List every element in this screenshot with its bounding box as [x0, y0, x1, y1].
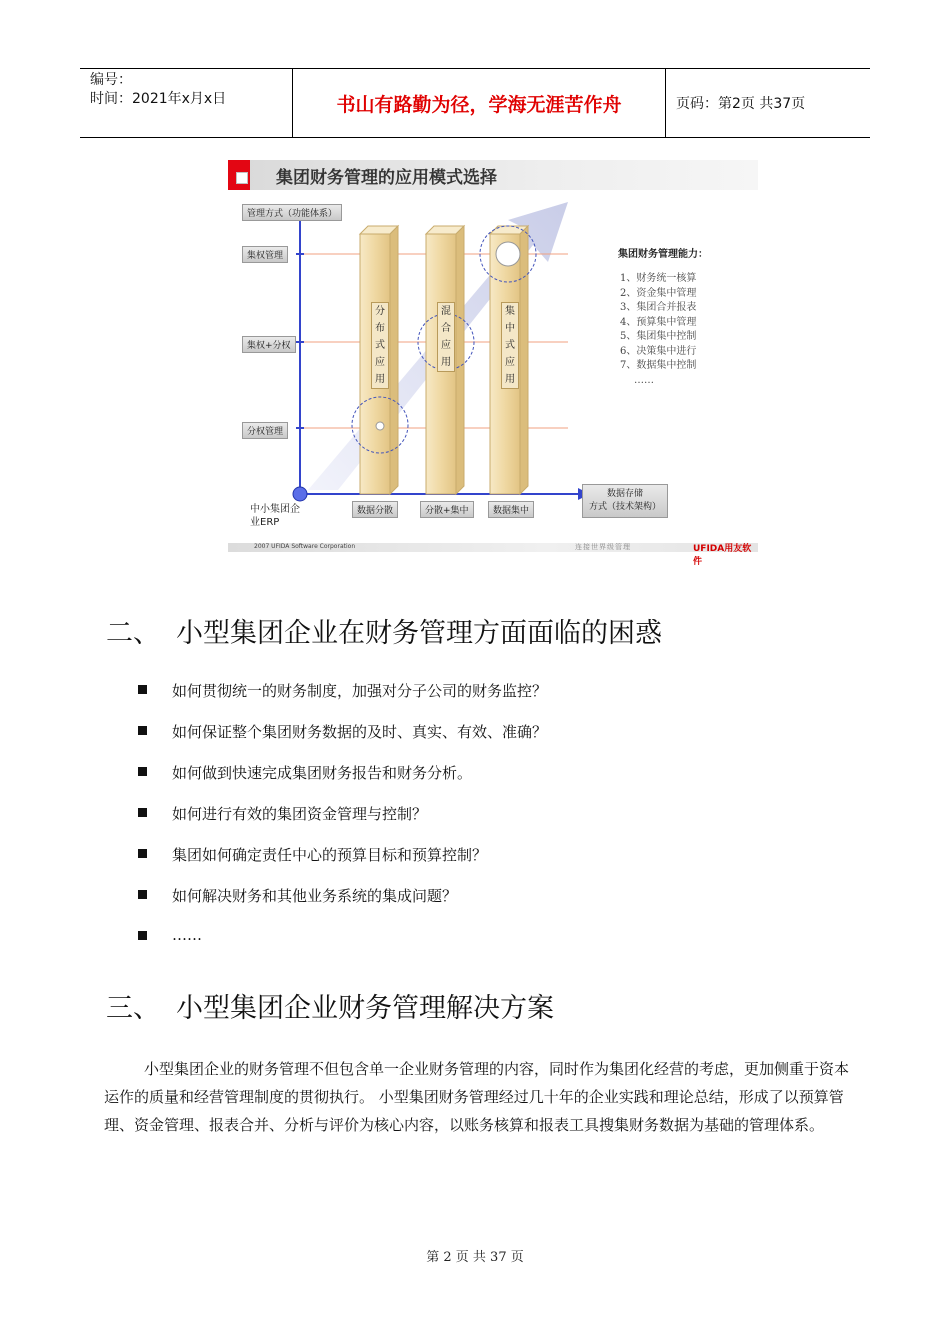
bar-label-centralized: 集中式应用: [501, 302, 519, 389]
bullet-square-icon: [138, 726, 147, 735]
title-white-square-icon: [236, 172, 248, 184]
bar-label-mixed: 混合应用: [437, 302, 455, 372]
section3-title: 小型集团企业财务管理解决方案: [176, 993, 554, 1024]
list-item: [138, 762, 547, 803]
header-page-info: 页码：第2页 共37页: [676, 96, 806, 112]
capability-item: 2、资金集中管理: [620, 287, 697, 299]
point-decentralized: [376, 422, 384, 430]
list-item: [138, 885, 547, 926]
bullet-square-icon: [138, 931, 147, 940]
capability-item: 5、集团集中控制: [620, 331, 697, 342]
capability-item: ……: [634, 374, 654, 386]
figure-footer: [228, 543, 758, 567]
capability-item: 7、数据集中控制: [620, 360, 697, 371]
y-axis-tag: 管理方式（功能体系）: [242, 204, 342, 221]
level-tag-mixed: 集权+分权: [242, 336, 296, 353]
figure-footer-motto: 连接世界级管理: [575, 543, 631, 551]
list-item-text: 如何进行有效的集团资金管理与控制？: [172, 805, 428, 823]
level-tag-centralized: 集权管理: [242, 246, 288, 263]
header-motto: 书山有路勤为径，学海无涯苦作舟: [293, 69, 666, 137]
page-header: [80, 68, 870, 138]
section2-title: 小型集团企业在财务管理方面面临的困惑: [176, 618, 662, 649]
header-date: 时间：2021年x月x日: [90, 91, 227, 107]
point-centralized: [496, 242, 520, 266]
section3-number: 三、: [106, 993, 160, 1024]
origin-label-line2: 业ERP: [250, 517, 280, 528]
list-item-text: 如何贯彻统一的财务制度，加强对分子公司的财务监控？: [172, 682, 548, 700]
figure-title: 集团财务管理的应用模式选择: [276, 168, 497, 188]
bullet-square-icon: [138, 685, 147, 694]
capability-list: [620, 272, 696, 388]
list-item-text: 如何解决财务和其他业务系统的集成问题？: [172, 887, 458, 905]
level-tag-decentralized: 分权管理: [242, 422, 288, 439]
bar-label-distributed: 分布式应用: [371, 302, 389, 389]
list-item: [138, 721, 547, 762]
list-item-text: ……: [172, 926, 202, 944]
bullet-square-icon: [138, 890, 147, 899]
x-axis-tag-line2: 方式（技术架构）: [589, 502, 662, 512]
diagram-figure: [228, 160, 758, 567]
list-item: [138, 926, 547, 967]
x-category-tag-distributed: 数据分散: [352, 501, 398, 518]
x-category-tag-mixed: 分散+集中: [420, 501, 474, 518]
bullet-square-icon: [138, 808, 147, 817]
capability-item: 1、财务统一核算: [620, 273, 697, 284]
list-item: [138, 803, 547, 844]
capability-item: 4、预算集中管理: [620, 316, 697, 328]
capability-item: 3、集团合并报表: [620, 302, 697, 313]
figure-title-bar: [228, 160, 758, 190]
header-number-label: 编号：: [90, 72, 132, 88]
section2-list: [138, 680, 547, 967]
origin-label-line1: 中小集团企: [250, 504, 300, 515]
figure-copyright: 2007 UFIDA Software Corporation: [254, 543, 356, 550]
bullet-square-icon: [138, 849, 147, 858]
page-footer: 第 2 页 共 37 页: [426, 1250, 524, 1265]
x-category-tag-centralized: 数据集中: [488, 501, 534, 518]
x-axis-tag-line1: 数据存储: [607, 489, 644, 499]
x-axis-tag: [582, 484, 668, 518]
list-item: [138, 844, 547, 885]
origin-label: [250, 503, 300, 529]
list-item-text: 如何保证整个集团财务数据的及时、真实、有效、准确？: [172, 723, 548, 741]
bullet-square-icon: [138, 767, 147, 776]
list-item-text: 如何做到快速完成集团财务报告和财务分析。: [172, 764, 473, 782]
header-meta: [80, 69, 293, 137]
section2-number: 二、: [106, 618, 160, 649]
capability-item: 6、决策集中进行: [620, 345, 697, 357]
list-item: [138, 680, 547, 721]
list-item-text: 集团如何确定责任中心的预算目标和预算控制？: [172, 846, 488, 864]
section3-paragraph: 小型集团企业的财务管理不但包含单一企业财务管理的内容，同时作为集团化经营的考虑，更加侧重于资本运作的质量和经营管理制度的贯彻执行。 小型集团财务管理经过几十年的企业实践和理论总结，形成了以预算管理、资金管理、报表合并、分析与评价为核心内容，以账务核算和报表工具搜集财务数据为基础的管理体系。: [104, 1060, 850, 1134]
ufida-logo: UFIDA用友软件: [693, 544, 752, 567]
origin-dot: [293, 487, 307, 501]
section3-heading: [106, 986, 554, 1025]
capability-title: 集团财务管理能力：: [618, 249, 708, 260]
section2-heading: [106, 611, 662, 650]
